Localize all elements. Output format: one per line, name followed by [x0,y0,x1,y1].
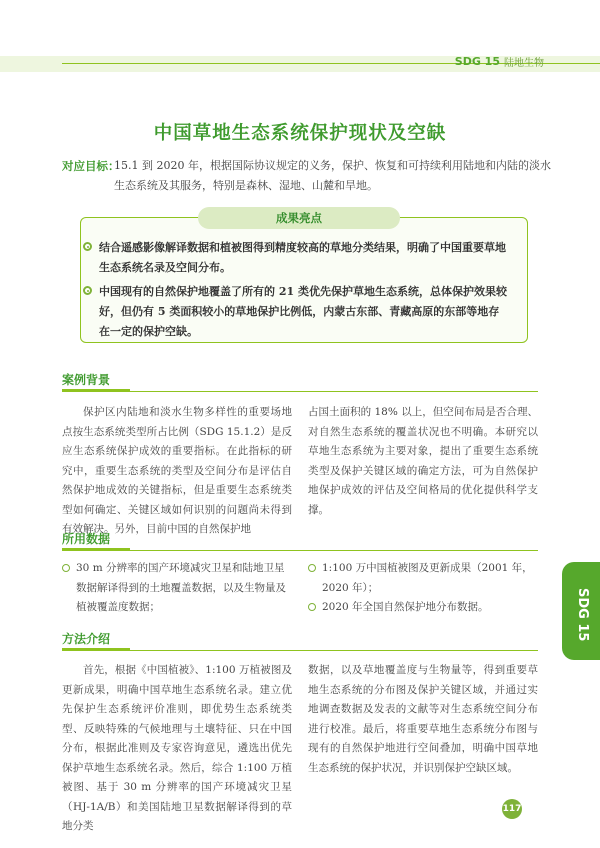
goal-name: 陆地生物 [504,57,544,69]
paragraph: 保护区内陆地和淡水生物多样性的重要场地点按生态系统类型所占比例（SDG 15.1.2）是反应生态系统保护成效的重要指标。在此指标的研究中，重要生态系统的类型及空间分布是评估自然保护地成效的关键指标，但是重要生态系统类型如何确定、关键区域如何识别的问题尚未得到有效解决。另外，目前中国的自然保护地 [62,406,292,535]
data-list-left [62,559,294,618]
highlight-item [99,238,507,278]
background-left-column [62,403,292,540]
section-accent-bar [62,648,130,651]
sdg-header-tag [455,51,544,71]
side-tab-label: SDG 15 [575,588,590,642]
target-block [62,156,552,196]
section-rule [62,550,538,551]
bullet-icon [83,242,92,251]
data-item-text: 1:100 万中国植被图及更新成果（2001 年，2020 年）； [322,562,533,594]
paragraph: 数据，以及草地覆盖度与生物量等，得到重要草地生态系统的分布图及保护关键区域，并通过实地调查数据及发表的文献等对生态系统空间分布进行校准。最后，将重要草地生态系统分布图与现有的自然保护地进行空间叠加，明确中国草地生态系统的保护状况，并识别保护空缺区域。 [308,664,538,774]
methods-left-column [62,661,292,837]
data-item [308,598,544,618]
target-label: 对应目标： [62,159,120,173]
page-number: 117 [502,799,522,819]
paragraph: 首先，根据《中国植被》、1:100 万植被图及更新成果，明确中国草地生态系统名录。建立优先保护生态系统评价准则，即优势生态系统类型、反映特殊的气候地理与土壤特征、只在中国分布，根据此准则及专家咨询意见，遴选出优先保护草地生态系统名录。然后，综合 1:100 万植被图、基于 30 m 分辨率的国产环境减灾卫星（HJ-1A/B）和美国陆地卫星数据解译得到的草地分类 [62,664,292,832]
bullet-icon [83,286,92,295]
paragraph: 占国土面积的 18% 以上，但空间布局是否合理、对自然生态系统的覆盖状况也不明确。本研究以草地生态系统为主要对象，提出了重要生态系统类型及保护关键区域的确定方法，可为自然保护地保护成效的评估及空间格局的优化提供科学支撑。 [308,406,538,516]
section-title: 方法介绍 [62,632,111,646]
section-heading-methods [62,630,538,648]
target-text: 15.1 到 2020 年，根据国际协议规定的义务，保护、恢复和可持续利用陆地和内陆的淡水生态系统及其服务，特别是森林、湿地、山麓和旱地。 [114,159,551,192]
section-title: 所用数据 [62,532,111,546]
bullet-icon [62,564,70,572]
bullet-icon [308,603,316,611]
highlight-text: 中国现有的自然保护地覆盖了所有的 21 类优先保护草地生态系统，总体保护效果较好，但仍有 5 类面积较小的草地保护比例低，内蒙古东部、青藏高原的东部等地存在一定的保护空缺。 [99,285,507,338]
data-item [62,559,294,618]
page-title: 中国草地生态系统保护现状及空缺 [153,123,447,144]
section-rule [62,391,538,392]
methods-right-column [308,661,538,778]
data-item-text: 30 m 分辨率的国产环境减灾卫星和陆地卫星数据解译得到的土地覆盖数据，以及生物量及植被覆盖度数据； [76,562,286,613]
data-item-text: 2020 年全国自然保护地分布数据。 [322,601,489,613]
highlight-text: 结合遥感影像解译数据和植被图得到精度较高的草地分类结果，明确了中国重要草地生态系统名录及空间分布。 [99,241,506,274]
section-heading-background [62,371,538,389]
section-accent-bar [62,389,130,392]
data-list-right [308,559,544,618]
highlights-title: 成果亮点 [198,207,400,229]
section-accent-bar [62,548,130,551]
data-item [308,559,544,598]
sdg-label: SDG 15 [454,54,500,68]
highlights-box [80,217,528,343]
section-heading-data [62,530,538,548]
page-header [0,0,600,56]
background-right-column [308,403,538,520]
highlight-item [99,282,507,342]
bullet-icon [308,564,316,572]
section-title: 案例背景 [62,373,111,387]
section-rule [62,650,538,651]
